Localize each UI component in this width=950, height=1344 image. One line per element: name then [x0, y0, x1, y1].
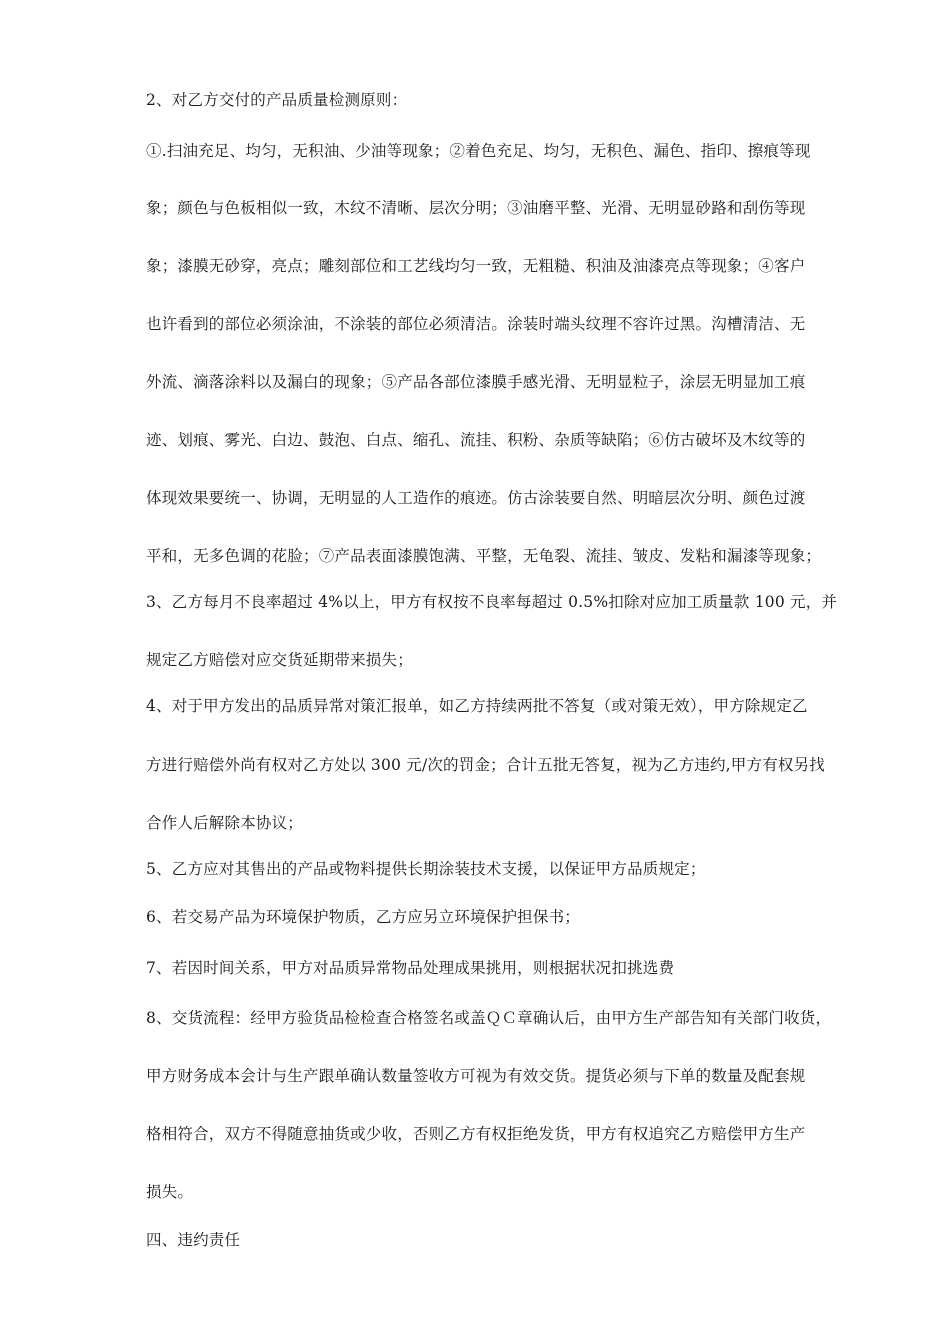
paragraph-line: 甲方财务成本会计与生产跟单确认数量签收方可视为有效交货。提货必须与下单的数量及配套规	[146, 1067, 806, 1085]
paragraph-line: 3、乙方每月不良率超过 4%以上，甲方有权按不良率每超过 0.5%扣除对应加工质量款 100 元，并	[146, 593, 838, 611]
paragraph-line: 合作人后解除本协议；	[146, 814, 304, 832]
paragraph-line: 规定乙方赔偿对应交货延期带来损失；	[146, 651, 413, 669]
paragraph-line: 8、交货流程：经甲方验货品检检查合格签名或盖ＱＣ章确认后，由甲方生产部告知有关部门收货，	[146, 1009, 832, 1027]
paragraph-line: 5、乙方应对其售出的产品或物料提供长期涂装技术支援，以保证甲方品质规定；	[146, 860, 706, 878]
paragraph-line: 损失。	[146, 1183, 194, 1201]
paragraph-line: 外流、滴落涂料以及漏白的现象；⑤产品各部位漆膜手感光滑、无明显粒子，涂层无明显加工痕	[146, 373, 806, 391]
section-heading: 四、违约责任	[146, 1231, 241, 1249]
paragraph-line: 7、若因时间关系，甲方对品质异常物品处理成果挑用，则根据状况扣挑选费	[146, 959, 675, 977]
paragraph-line: ①.扫油充足、均匀，无积油、少油等现象；②着色充足、均匀，无积色、漏色、指印、擦痕等现	[146, 142, 811, 160]
paragraph-line: 4、对于甲方发出的品质异常对策汇报单，如乙方持续两批不答复（或对策无效），甲方除规定乙	[146, 697, 808, 715]
paragraph-line: 方进行赔偿外尚有权对乙方处以 300 元/次的罚金；合计五批无答复，视为乙方违约,甲方有权另找	[146, 756, 825, 774]
paragraph-line: 也许看到的部位必须涂油，不涂装的部位必须清洁。涂装时端头纹理不容许过黑。沟槽清洁、无	[146, 315, 806, 333]
paragraph-line: 格相符合，双方不得随意抽货或少收，否则乙方有权拒绝发货，甲方有权追究乙方赔偿甲方生产	[146, 1125, 806, 1143]
paragraph-line: 体现效果要统一、协调，无明显的人工造作的痕迹。仿古涂装要自然、明暗层次分明、颜色过渡	[146, 489, 806, 507]
paragraph-line: 象；颜色与色板相似一致，木纹不清晰、层次分明；③油磨平整、光滑、无明显砂路和刮伤等现	[146, 199, 806, 217]
paragraph-line: 2、对乙方交付的产品质量检测原则：	[146, 91, 408, 109]
paragraph-line: 6、若交易产品为环境保护物质，乙方应另立环境保护担保书；	[146, 908, 580, 926]
paragraph-line: 迹、划痕、雾光、白边、鼓泡、白点、缩孔、流挂、积粉、杂质等缺陷；⑥仿古破坏及木纹等的	[146, 431, 806, 449]
paragraph-line: 平和，无多色调的花脸；⑦产品表面漆膜饱满、平整，无龟裂、流挂、皱皮、发粘和漏漆等现象；	[146, 547, 822, 565]
paragraph-line: 象；漆膜无砂穿，亮点；雕刻部位和工艺线均匀一致，无粗糙、积油及油漆亮点等现象；④客户	[146, 257, 806, 275]
